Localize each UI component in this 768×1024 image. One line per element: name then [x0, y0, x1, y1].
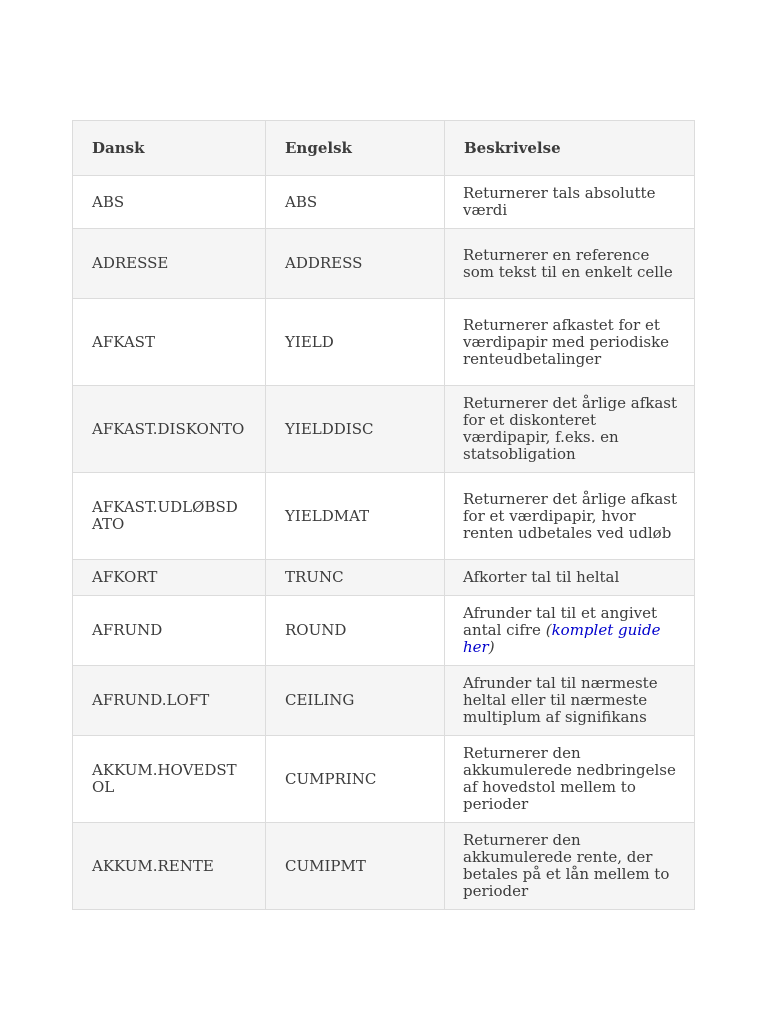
header-description: Beskrivelse — [445, 121, 695, 176]
danish-name: ADRESSE — [73, 229, 266, 299]
danish-name: AFRUND.LOFT — [73, 666, 266, 736]
english-name: ABS — [266, 176, 445, 229]
english-name: ADDRESS — [266, 229, 445, 299]
danish-name: ABS — [73, 176, 266, 229]
table-row — [73, 386, 695, 473]
header-danish: Dansk — [73, 121, 266, 176]
link-open-paren: ( — [545, 621, 552, 639]
description: Returnerer det årlige afkast for et diskonteret værdipapir, f.eks. en statsobligation — [445, 386, 695, 473]
link-close-paren: ) — [488, 638, 495, 656]
danish-name: AKKUM.HOVEDSTOL — [73, 736, 266, 823]
table-row — [73, 823, 695, 910]
description: Afkorter tal til heltal — [445, 560, 695, 596]
danish-name: AFKAST.DISKONTO — [73, 386, 266, 473]
description — [445, 596, 695, 666]
danish-name: AFKAST.UDLØBSDATO — [73, 473, 266, 560]
english-name: YIELDDISC — [266, 386, 445, 473]
english-name: CUMIPMT — [266, 823, 445, 910]
english-name: YIELD — [266, 299, 445, 386]
english-name: CUMPRINC — [266, 736, 445, 823]
table-row — [73, 560, 695, 596]
functions-table — [72, 120, 695, 910]
english-name: TRUNC — [266, 560, 445, 596]
description: Returnerer afkastet for et værdipapir med periodiske renteudbetalinger — [445, 299, 695, 386]
description: Returnerer en reference som tekst til en enkelt celle — [445, 229, 695, 299]
description: Returnerer den akkumulerede nedbringelse af hovedstol mellem to perioder — [445, 736, 695, 823]
danish-name: AFRUND — [73, 596, 266, 666]
danish-name: AFKAST — [73, 299, 266, 386]
description: Returnerer den akkumulerede rente, der betales på et lån mellem to perioder — [445, 823, 695, 910]
danish-name: AFKORT — [73, 560, 266, 596]
header-english: Engelsk — [266, 121, 445, 176]
table-row — [73, 229, 695, 299]
table-row — [73, 596, 695, 666]
table-row — [73, 473, 695, 560]
table-row — [73, 736, 695, 823]
table-row — [73, 299, 695, 386]
description: Returnerer det årlige afkast for et værdipapir, hvor renten udbetales ved udløb — [445, 473, 695, 560]
header-row — [73, 121, 695, 176]
description: Returnerer tals absolutte værdi — [445, 176, 695, 229]
table-row — [73, 176, 695, 229]
description: Afrunder tal til nærmeste heltal eller til nærmeste multiplum af signifikans — [445, 666, 695, 736]
table-row — [73, 666, 695, 736]
danish-name: AKKUM.RENTE — [73, 823, 266, 910]
english-name: ROUND — [266, 596, 445, 666]
english-name: YIELDMAT — [266, 473, 445, 560]
english-name: CEILING — [266, 666, 445, 736]
description-text: Afrunder tal til et angivet antal cifre — [463, 604, 658, 639]
guide-link[interactable]: komplet guide her — [463, 621, 661, 656]
